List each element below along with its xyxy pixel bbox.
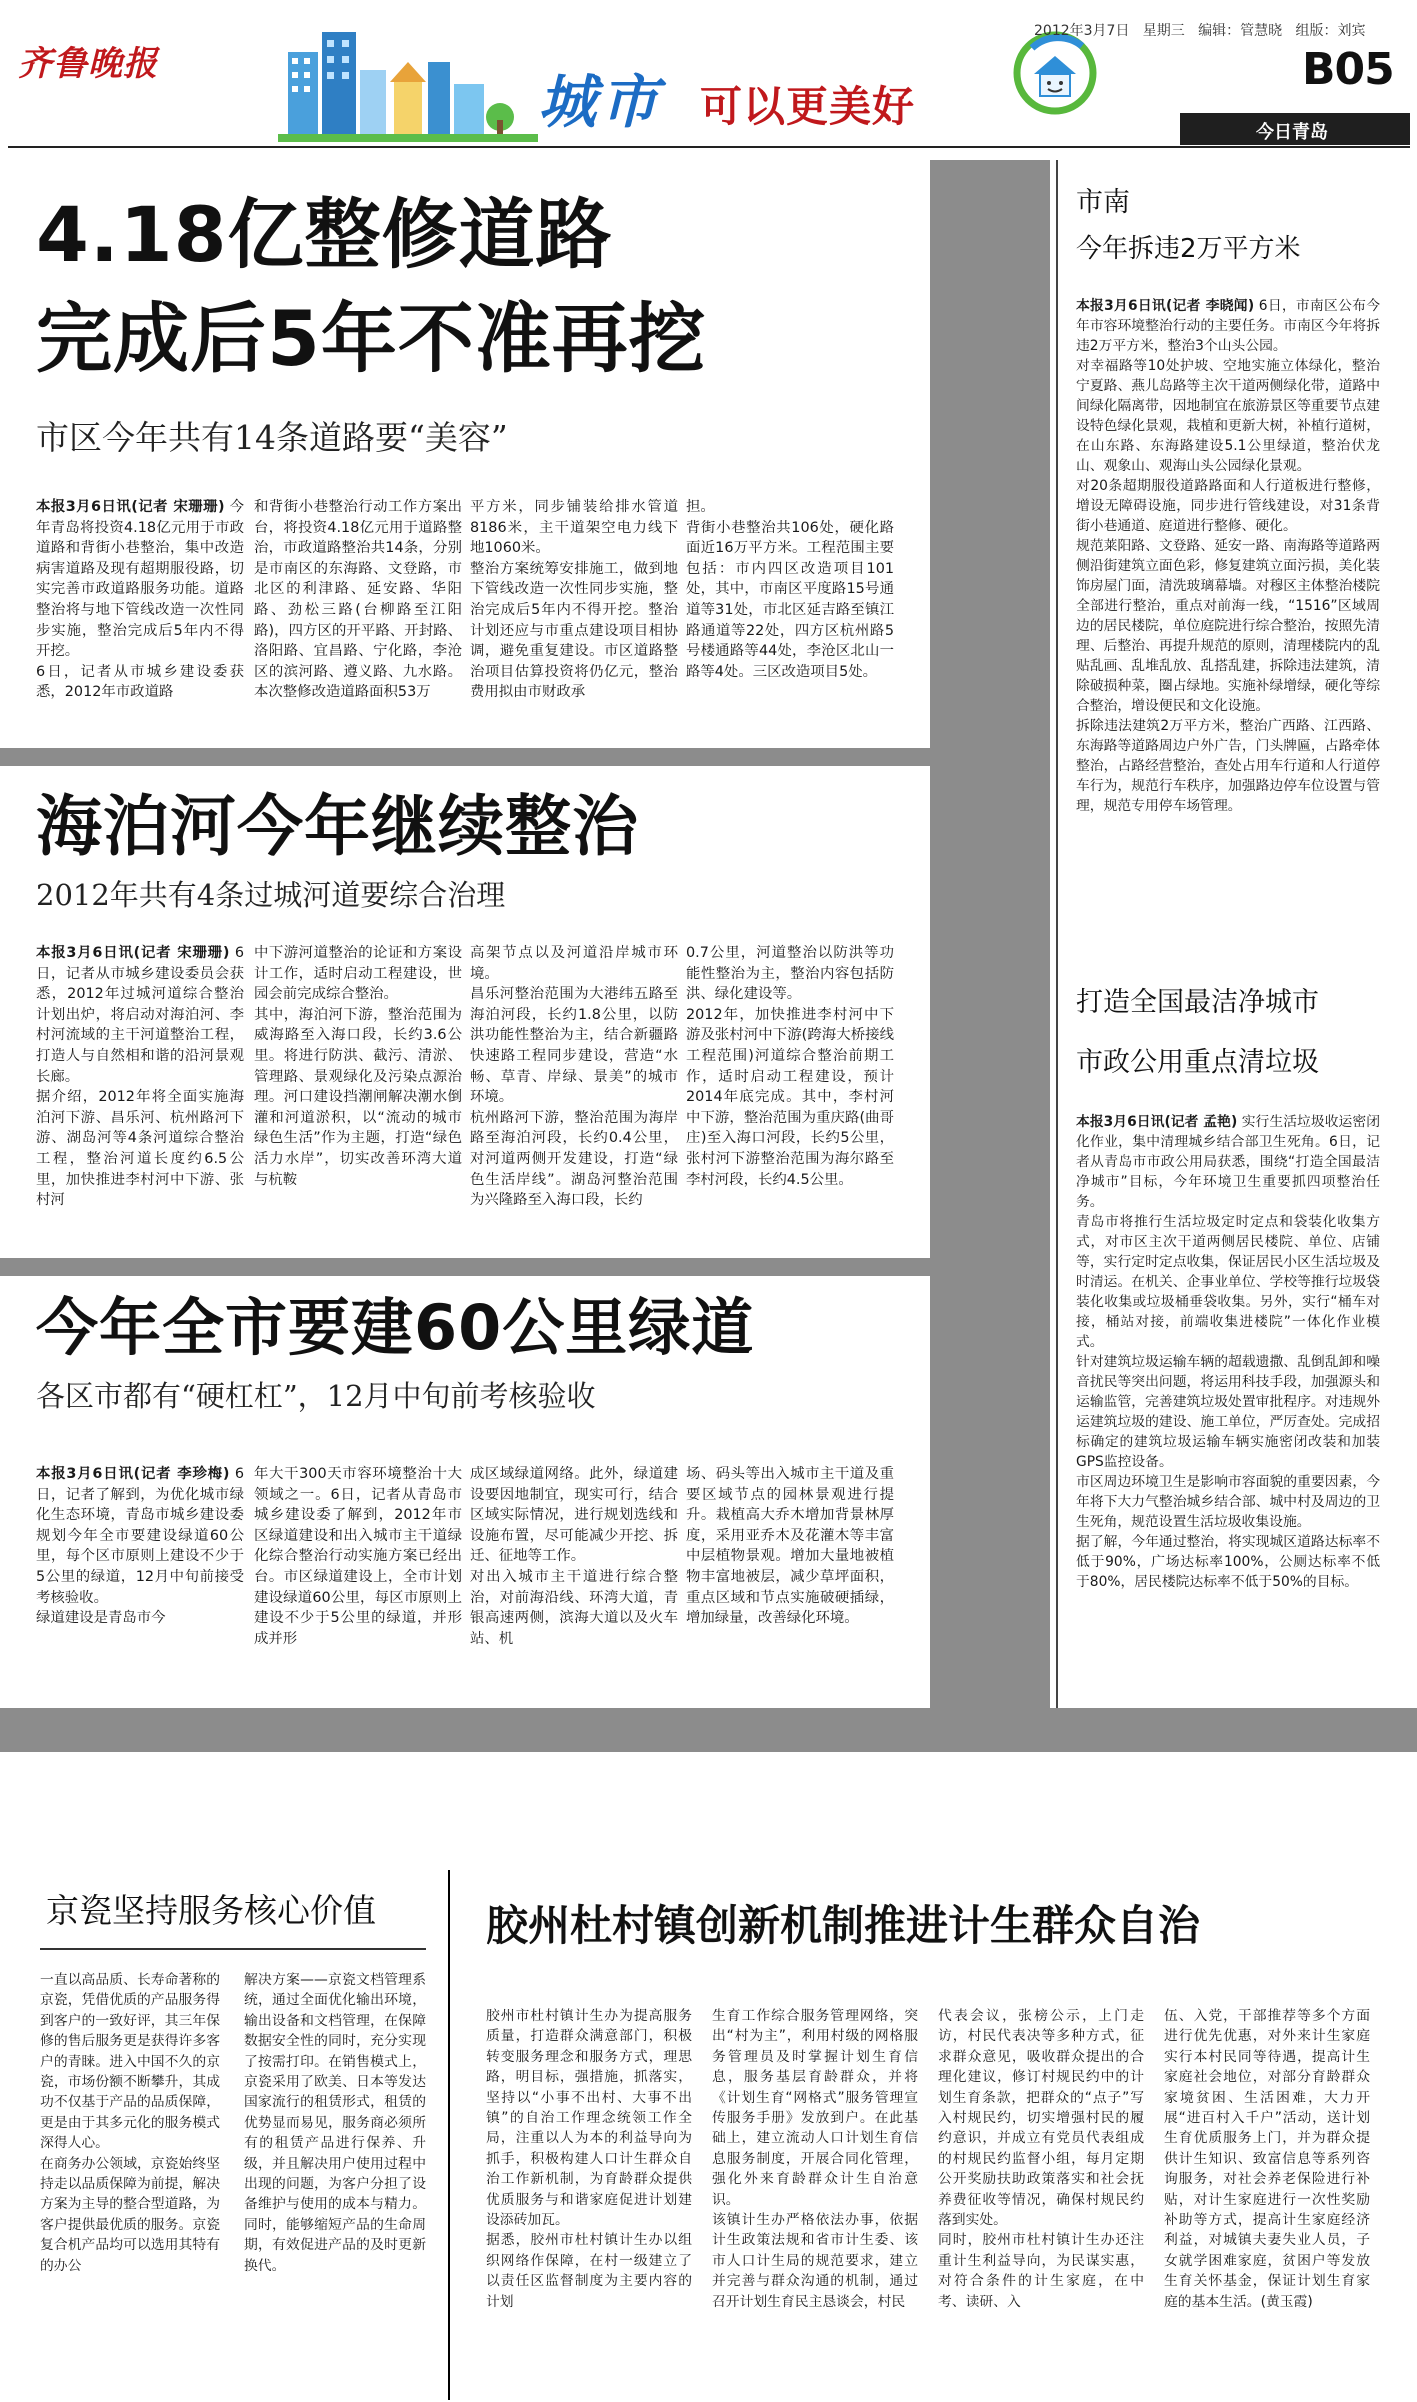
side2-subtitle: 市政公用重点清垃圾 bbox=[1076, 1047, 1319, 1078]
article3-headline: 今年全市要建60公里绿道 bbox=[36, 1291, 755, 1364]
side1-text: 6日，市南区公布今年市容环境整治行动的主要任务。市南区今年将拆违2万平方米，整治3个山头公园。 对幸福路等10处护坡、空地实施立体绿化，整治宁夏路、燕儿岛路等主次干道两侧绿化带，道路中间绿化隔离带，因地制宜在旅游景区等重要节点建设特色绿化景观，栽植和更新大树，补植行道树，在山东路、东海路建设5.1公里绿道，整治伏龙山、观象山、观海山头公园绿化景观。 对20条超期服役道路路面和人行道板进行整修，增设无障碍设施，同步进行管线建设，对31条背街小巷通道、庭道进行整修、硬化。 规范莱阳路、文登路、延安一路、南海路等道路两侧沿街建筑立面色彩，修复建筑立面污损，美化装饰房屋门面，清洗玻璃幕墙。对穆区主体整治楼院全部进行整治，重点对前海一线，“1516”区域周边的居民楼院，单位庭院进行综合整治，按照先清理、后整治、再提升规范的原则，清理楼院内的乱贴乱画、乱堆乱放、乱搭乱建，拆除违法建筑，清除破损种菜，圈占绿地。实施补绿增绿，硬化等综合整治，增设便民和文化设施。 拆除违法建筑2万平方米，整治广西路、江西路、东海路等道路周边户外广告，门头牌匾，占路牵体整治，占路经营整治，查处占用车行道和人行道停车行为，规范行车秩序，加强路边停车位设置与管理，规范专用停车场管理。 bbox=[1076, 298, 1380, 814]
article3-col-1 bbox=[36, 1464, 244, 1674]
city-skyline-icon bbox=[278, 22, 538, 142]
article4-col-1: 一直以高品质、长寿命著称的京瓷，凭借优质的产品服务得到客户的一致好评，其三年保修的售后服务更是获得许多客户的青睐。进入中国不久的京瓷，市场份额不断攀升，其成功不仅基于产品的品质保障，更是由于其多元化的服务模式深得人心。 在商务办公领域，京瓷始终坚持走以品质保障为前提，解决方案为主导的整合型道路，为客户提供最优质的服务。京瓷复合机产品均可以选用其特有的办公 bbox=[40, 1972, 220, 2274]
date-line: 2012年3月7日 星期三 编辑：管慧晓 组版：刘宾 bbox=[1034, 23, 1366, 39]
eco-house-icon bbox=[1012, 30, 1098, 116]
article1-subhead: 市区今年共有14条道路要“美容” bbox=[36, 418, 508, 457]
paper-name: 齐鲁晚报 bbox=[18, 44, 158, 84]
section-label: 今日青岛 bbox=[1256, 122, 1328, 143]
article5-headline: 胶州杜村镇创新机制推进计生群众自治 bbox=[486, 1901, 1201, 1950]
article3-text-1: 6日，记者了解到，为优化城市绿化生态环境，青岛市城乡建设委规划今年全市要建设绿道60公里，每个区市原则上建设不少于5公里的绿道，12月中旬前接受考核验收。 绿道建设是青岛市今 bbox=[36, 1466, 244, 1627]
article2-text-1: 6日，记者从市城乡建设委员会获悉，2012年过城河道综合整治计划出炉，将启动对海泊河、李村河流域的主干河道整治工程，打造人与自然相和谐的沿河景观长廊。 据介绍，2012年将全面实施海泊河下游、昌乐河、杭州路河下游、湖岛河等4条河道综合整治工程，整治河道长度约6.5公里，加快推进李村河中下游、张村河 bbox=[36, 945, 244, 1209]
article3-col-4: 场、码头等出入城市主干道及重要区域节点的园林景观进行提升。栽植高大乔木增加背景林厚度，采用亚乔木及花灌木等丰富中层植物景观。增加大量地被植物丰富地被层，减少草坪面积，重点区域和节点实施破硬插绿，增加绿量，改善绿化环境。 bbox=[686, 1466, 894, 1627]
article2-subhead: 2012年共有4条过城河道要综合治理 bbox=[36, 878, 506, 912]
side2-title: 打造全国最洁净城市 bbox=[1076, 987, 1319, 1018]
side2-body bbox=[1076, 1112, 1380, 1692]
article5-col-2: 生育工作综合服务管理网络，突出“村为主”，利用村级的网格服务管理员及时掌握计划生育信息，服务基层育龄群众，并将《计划生育“网格式”服务管理宣传服务手册》发放到户。在此基础上，建立流动人口计划生育信息服务制度，开展合同化管理，强化外来育龄群众计生自治意识。 该镇计生办严格依法办事，依据计生政策法规和省市计生委、该市人口计生局的规范要求，建立并完善与群众沟通的机制，通过召开计划生育民主恳谈会，村民 bbox=[712, 2008, 918, 2310]
article4-col-2: 解决方案——京瓷文档管理系统，通过全面优化输出环境，输出设备和文档管理，在保障数据安全性的同时，充分实现了按需打印。在销售模式上，京瓷采用了欧美、日本等发达国家流行的租赁形式，租赁的优势显而易见，服务商必须所有的租赁产品进行保养、升级，并且解决用户使用过程中出现的问题，为客户分担了设备维护与使用的成本与精力。同时，能够缩短产品的生命周期，有效促进产品的及时更新换代。 bbox=[244, 1972, 426, 2274]
article2-headline: 海泊河今年继续整治 bbox=[36, 788, 639, 865]
article1-col-3: 平方米，同步铺装给排水管道8186米，主干道架空电力线下地1060米。 整治方案统筹安排施工，做到地下管线改造一次性同步实施，整治完成后5年内不得开挖。整治计划还应与市重点建设项目相协调，避免重复建设。市区道路整治项目估算投资将仍亿元，整治费用拟由市财政承 bbox=[470, 499, 678, 701]
article4-rule bbox=[40, 1948, 426, 1950]
article1-text-1: 今年青岛将投资4.18亿元用于市政道路和背街小巷整治，集中改造病害道路及现有超期服役路，切实完善市政道路服务功能。道路整治将与地下管线改造一次性同步实施，整治完成后5年内不得开挖。 6日，记者从市城乡建设委获悉，2012年市政道路 bbox=[36, 499, 244, 701]
side1-subtitle: 今年拆违2万平方米 bbox=[1076, 234, 1301, 264]
divider-band bbox=[0, 1258, 930, 1276]
article3-col-3: 成区域绿道网络。此外，绿道建设要因地制宜，现实可行，结合区域实际情况，进行规划选线和设施布置，尽可能减少开挖、拆迁、征地等工作。 对出入城市主干道进行综合整治，对前海沿线、环湾大道，青银高速两侧，滨海大道以及火车站、机 bbox=[470, 1466, 678, 1647]
divider-band bbox=[0, 748, 930, 766]
article2-col-1 bbox=[36, 943, 244, 1235]
article1-col-4: 担。 背街小巷整治共106处，硬化路面近16万平方米。工程范围主要包括：市内四区改造项目101处，其中，市南区平度路15号通道等31处，市北区延吉路至镇江路通道等22处，四方区杭州路5号楼通路等44处，李沧区北山一路等4处。三区改造项目5处。 bbox=[686, 499, 894, 680]
article1-col-1 bbox=[36, 497, 244, 725]
article1-headline-1: 4.18亿整修道路 bbox=[36, 190, 613, 279]
article1-col-2: 和背街小巷整治行动工作方案出台，将投资4.18亿元用于道路整治，市政道路整治共14条，分别是市南区的东海路、文登路，市北区的利津路、延安路、华阳路、劲松三路(台柳路至江阳路)，四方区的开平路、开封路、洛阳路、宜昌路、宁化路，李沧区的滨河路、遵义路、九水路。本次整修改造道路面积53万 bbox=[254, 499, 462, 701]
article3-byline: 本报3月6日讯(记者 李珍梅) bbox=[36, 1466, 230, 1482]
article2-col-4: 0.7公里，河道整治以防洪等功能性整治为主，整治内容包括防洪、绿化建设等。 2012年，加快推进李村河中下游及张村河中下游(跨海大桥接线工程范围)河道综合整治前期工作，适时启动工程建设，预计2014年底完成。其中，李村河中下游，整治范围为重庆路(曲哥庄)至入海口河段，长约5公里，张村河下游整治范围为海尔路至李村河段，长约4.5公里。 bbox=[686, 945, 894, 1188]
sidebar-border-left bbox=[1056, 160, 1058, 1708]
article3-subhead: 各区市都有“硬杠杠”，12月中旬前考核验收 bbox=[36, 1379, 596, 1413]
sidebar-divider bbox=[930, 160, 1050, 1750]
side1-byline: 本报3月6日讯(记者 李晓闻) bbox=[1076, 298, 1255, 314]
divider-band bbox=[0, 1708, 1417, 1752]
side1-title: 市南 bbox=[1076, 187, 1130, 218]
side1-body bbox=[1076, 296, 1380, 936]
banner-title-city: 城市 bbox=[538, 68, 663, 136]
side2-text: 实行生活垃圾收运密闭化作业，集中清理城乡结合部卫生死角。6日，记者从青岛市市政公用局获悉，围绕“打造全国最洁净城市”目标，今年环境卫生重要抓四项整治任务。 青岛市将推行生活垃圾定时定点和袋装化收集方式，对市区主次干道两侧居民楼院、单位、店铺等，实行定时定点收集，保证居民小区生活垃圾及时清运。在机关、企事业单位、学校等推行垃圾袋装化收集或垃圾桶垂袋收集。另外，实行“桶车对接，桶站对接，前端收集进楼院”一体化作业模式。 针对建筑垃圾运输车辆的超载遗撒、乱倒乱卸和噪音扰民等突出问题，将运用科技手段，加强源头和运输监管，完善建筑垃圾处置审批程序。对违规外运建筑垃圾的建设、施工单位，严厉查处。完成招标确定的建筑垃圾运输车辆实施密闭改装和加装GPS监控设备。 市区周边环境卫生是影响市容面貌的重要因素，今年将下大力气整治城乡结合部、城中村及周边的卫生死角，规范设置生活垃圾收集设施。 据了解，今年通过整治，将实现城区道路达标率不低于90%，广场达标率100%，公厕达标率不低于80%，居民楼院达标率不低于50%的目标。 bbox=[1076, 1114, 1380, 1590]
article4-headline: 京瓷坚持服务核心价值 bbox=[46, 1891, 376, 1930]
article5-col-1: 胶州市杜村镇计生办为提高服务质量，打造群众满意部门，积极转变服务理念和服务方式，理思路，明目标，强措施，抓落实，坚持以“小事不出村、大事不出镇”的自治工作理念统领工作全局，注重以人为本的利益导向为抓手，积极构建人口计生群众自治工作新机制，为育龄群众提供优质服务与和谐家庭促进计划建设添砖加瓦。 据悉，胶州市杜村镇计生办以组织网络作保障，在村一级建立了以责任区监督制度为主要内容的计划 bbox=[486, 2008, 692, 2310]
article5-col-4: 伍、入党，干部推荐等多个方面进行优先优惠，对外来计生家庭实行本村民同等待遇，提高计生家庭社会地位，对部分育龄群众家境贫困、生活困难，大力开展“进百村入千户”活动，送计划生育优质服务上门，并为群众提供计生知识、致富信息等系列咨询服务，对社会养老保险进行补贴，对计生家庭进行一次性奖励补助等方式，提高计生家庭经济利益，对城镇夫妻失业人员，子女就学困难家庭，贫困户等发放生育关怀基金，保证计划生育家庭的基本生活。(黄玉霞) bbox=[1164, 2008, 1370, 2310]
column-divider bbox=[448, 1870, 450, 2400]
article2-col-3: 高架节点以及河道沿岸城市环境。 昌乐河整治范围为大港纬五路至海泊河段，长约1.8公里，以防洪功能性整治为主，结合新疆路快速路工程同步建设，营造“水畅、草青、岸绿、景美”的城市环境。 杭州路河下游，整治范围为海岸路至海泊河段，长约0.4公里，对河道两侧开发建设，打造“绿色生活岸线”。湖岛河整治范围为兴隆路至入海口段，长约 bbox=[470, 945, 678, 1209]
article2-byline: 本报3月6日讯(记者 宋珊珊) bbox=[36, 945, 230, 961]
page-number: B05 bbox=[1302, 44, 1394, 95]
side2-byline: 本报3月6日讯(记者 孟艳) bbox=[1076, 1114, 1238, 1130]
article3-col-2: 年大干300天市容环境整治十大领域之一。6日，记者从青岛市城乡建设委了解到，2012年市区绿道建设和出入城市主干道绿化综合整治行动实施方案已经出台。市区绿道建设上，全市计划建设绿道60公里，每区市原则上建设不少于5公里的绿道，并形成并形 bbox=[254, 1466, 462, 1647]
header-rule bbox=[8, 146, 1410, 148]
article1-headline-2: 完成后5年不准再挖 bbox=[36, 294, 706, 383]
banner-title-better: 可以更美好 bbox=[700, 82, 916, 131]
article5-col-3: 代表会议，张榜公示，上门走访，村民代表决等多种方式，征求群众意见，吸收群众提出的合理化建议，修订村规民约中的计划生育条款，把群众的“点子”写入村规民约，切实增强村民的履约意识，并成立有党员代表组成的村规民约监督小组，每月定期公开奖励扶助政策落实和社会抚养费征收等情况，确保村规民约落到实处。 同时，胶州市杜村镇计生办还注重计生利益导向，为民谋实惠，对符合条件的计生家庭，在中考、读研、入 bbox=[938, 2008, 1144, 2310]
article1-byline: 本报3月6日讯(记者 宋珊珊) bbox=[36, 499, 225, 515]
article2-col-2: 中下游河道整治的论证和方案设计工作，适时启动工程建设，世园会前完成综合整治。 其中，海泊河下游，整治范围为威海路至入海口段，长约3.6公里。将进行防洪、截污、清淤、管理路、景观绿化及污染点源治理。河口建设挡潮闸解决潮水倒灌和河道淤积，以“流动的城市绿色生活”作为主题，打造“绿色活力水岸”，切实改善环湾大道与杭鞍 bbox=[254, 945, 462, 1188]
masthead bbox=[0, 0, 1417, 150]
